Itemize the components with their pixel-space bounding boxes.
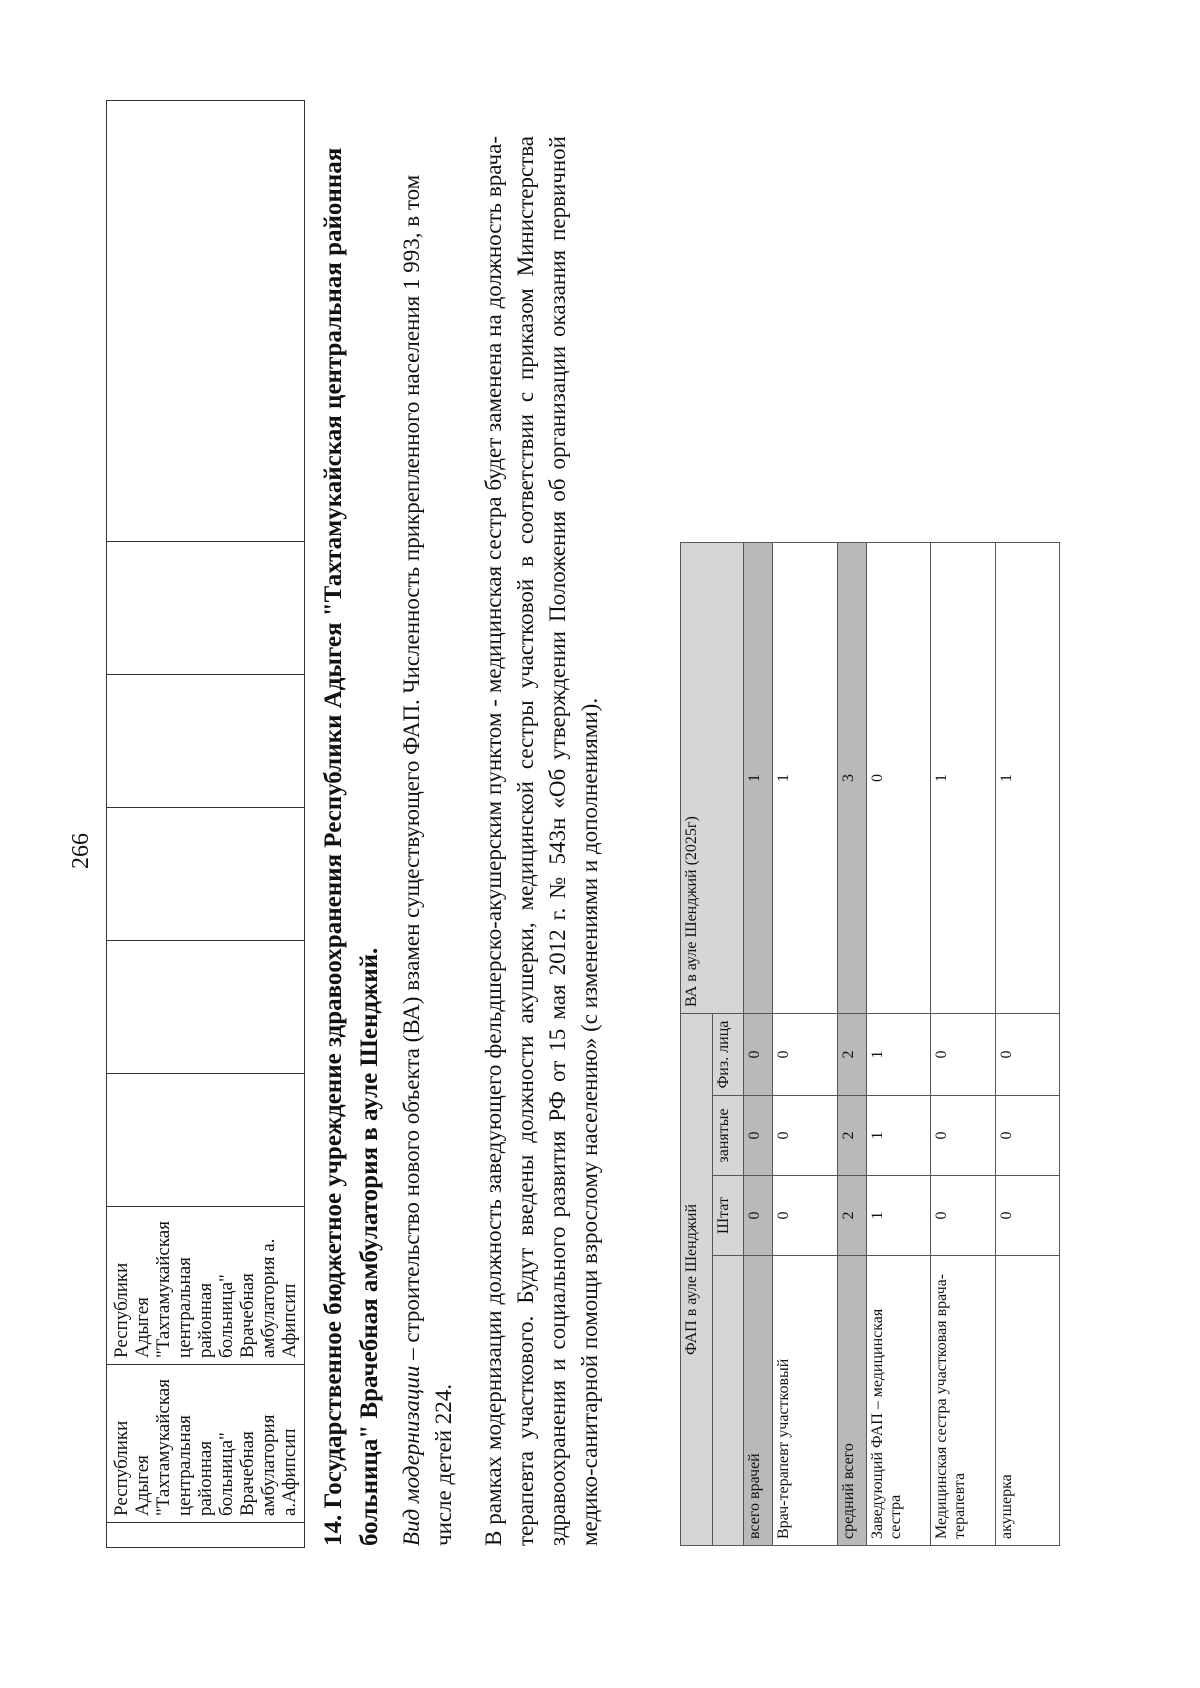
top-table-cell (107, 1074, 305, 1207)
column-header: занятые (712, 1096, 744, 1176)
table-row (837, 543, 866, 1546)
row-label: Заведующий ФАП – медицинская сестра (866, 1256, 930, 1546)
table-row (931, 543, 995, 1546)
top-table-cell (107, 808, 305, 941)
cell-value: 0 (995, 1014, 1059, 1096)
cell-value: 1 (866, 1096, 930, 1176)
cell-value: 0 (744, 1176, 773, 1256)
cell-value: 1 (866, 1176, 930, 1256)
column-header: Штат (712, 1176, 744, 1256)
cell-value: 0 (744, 1014, 773, 1096)
cell-value: 1 (995, 543, 1059, 1014)
cell-value: 1 (931, 543, 995, 1014)
cell-value: 0 (931, 1014, 995, 1096)
cell-value: 0 (931, 1176, 995, 1256)
table-row (866, 543, 930, 1546)
cell-value: 2 (837, 1176, 866, 1256)
cell-value: 1 (744, 543, 773, 1014)
cell-value: 1 (773, 543, 837, 1014)
row-label: Врач-терапевт участковый (773, 1256, 837, 1546)
modernization-text: – строительство нового объекта (ВА) взамен существующего ФАП. Численность прикрепленного населения 1 993, в том числе детей 224. (399, 174, 456, 1546)
body-paragraph: В рамках модернизации должность заведующего фельдшерско-акушерским пунктом - медицинская сестра будет заменена на должность врача- терапевта участкового. Будут введены должности акушерки, медицинской сестры участковой в соответствии с приказом Министерства здравоохранения и социального развития РФ от 15 мая 2012 г. № 543н «Об утверждении Положения об организации оказания первичной медико-санитарной помощи взрослому населению» (с изменениями и дополнениями). (481, 136, 602, 1546)
fap-header: ФАП в ауле Шенджий (681, 1014, 713, 1546)
top-table-cell (107, 1523, 305, 1548)
cell-value: 0 (773, 1176, 837, 1256)
va-header: ВА в ауле Шенджий (2025г) (681, 543, 744, 1014)
cell-value: 0 (773, 1014, 837, 1096)
top-table (106, 100, 305, 1548)
cell-value: 0 (744, 1096, 773, 1176)
top-table-cell (107, 941, 305, 1074)
table-row (744, 543, 773, 1546)
page-number: 266 (68, 833, 94, 869)
top-table-cell (107, 542, 305, 675)
row-label: Медицинская сестра участковая врача-терапевта (931, 1256, 995, 1546)
cell-value: 0 (995, 1176, 1059, 1256)
section-heading: 14. Государственное бюджетное учреждение здравоохранения Республики Адыгея "Тахтамукайская центральная районная больница" Врачебная амбулатория в ауле Шенджий. (320, 147, 383, 1546)
cell-value: 2 (837, 1096, 866, 1176)
top-table-cell (107, 675, 305, 808)
cell-value: 1 (866, 1014, 930, 1096)
cell-value: 0 (773, 1096, 837, 1176)
cell-value: 3 (837, 543, 866, 1014)
row-label: акушерка (995, 1256, 1059, 1546)
top-table-cell (107, 101, 305, 542)
table-row (995, 543, 1059, 1546)
row-label: средний всего (837, 1256, 866, 1546)
cell-value: 0 (995, 1096, 1059, 1176)
top-table-cell: Республики Адыгея "Тахтамукайская центральная районная больница" Врачебная амбулатория а. Афипсип (107, 1207, 305, 1365)
modernization-paragraph (396, 156, 460, 1546)
row-label: всего врачей (744, 1256, 773, 1546)
table-row (773, 543, 837, 1546)
modernization-label: Вид модернизации (399, 1365, 424, 1546)
top-table-cell: Республики Адыгея "Тахтамукайская центральная районная больница" Врачебная амбулатория а.Афипсип (107, 1365, 305, 1523)
cell-value: 0 (931, 1096, 995, 1176)
staff-table (680, 542, 1060, 1546)
column-header: Физ. лица (712, 1014, 744, 1096)
cell-value: 2 (837, 1014, 866, 1096)
column-header-blank (712, 1256, 744, 1546)
cell-value: 0 (866, 543, 930, 1014)
